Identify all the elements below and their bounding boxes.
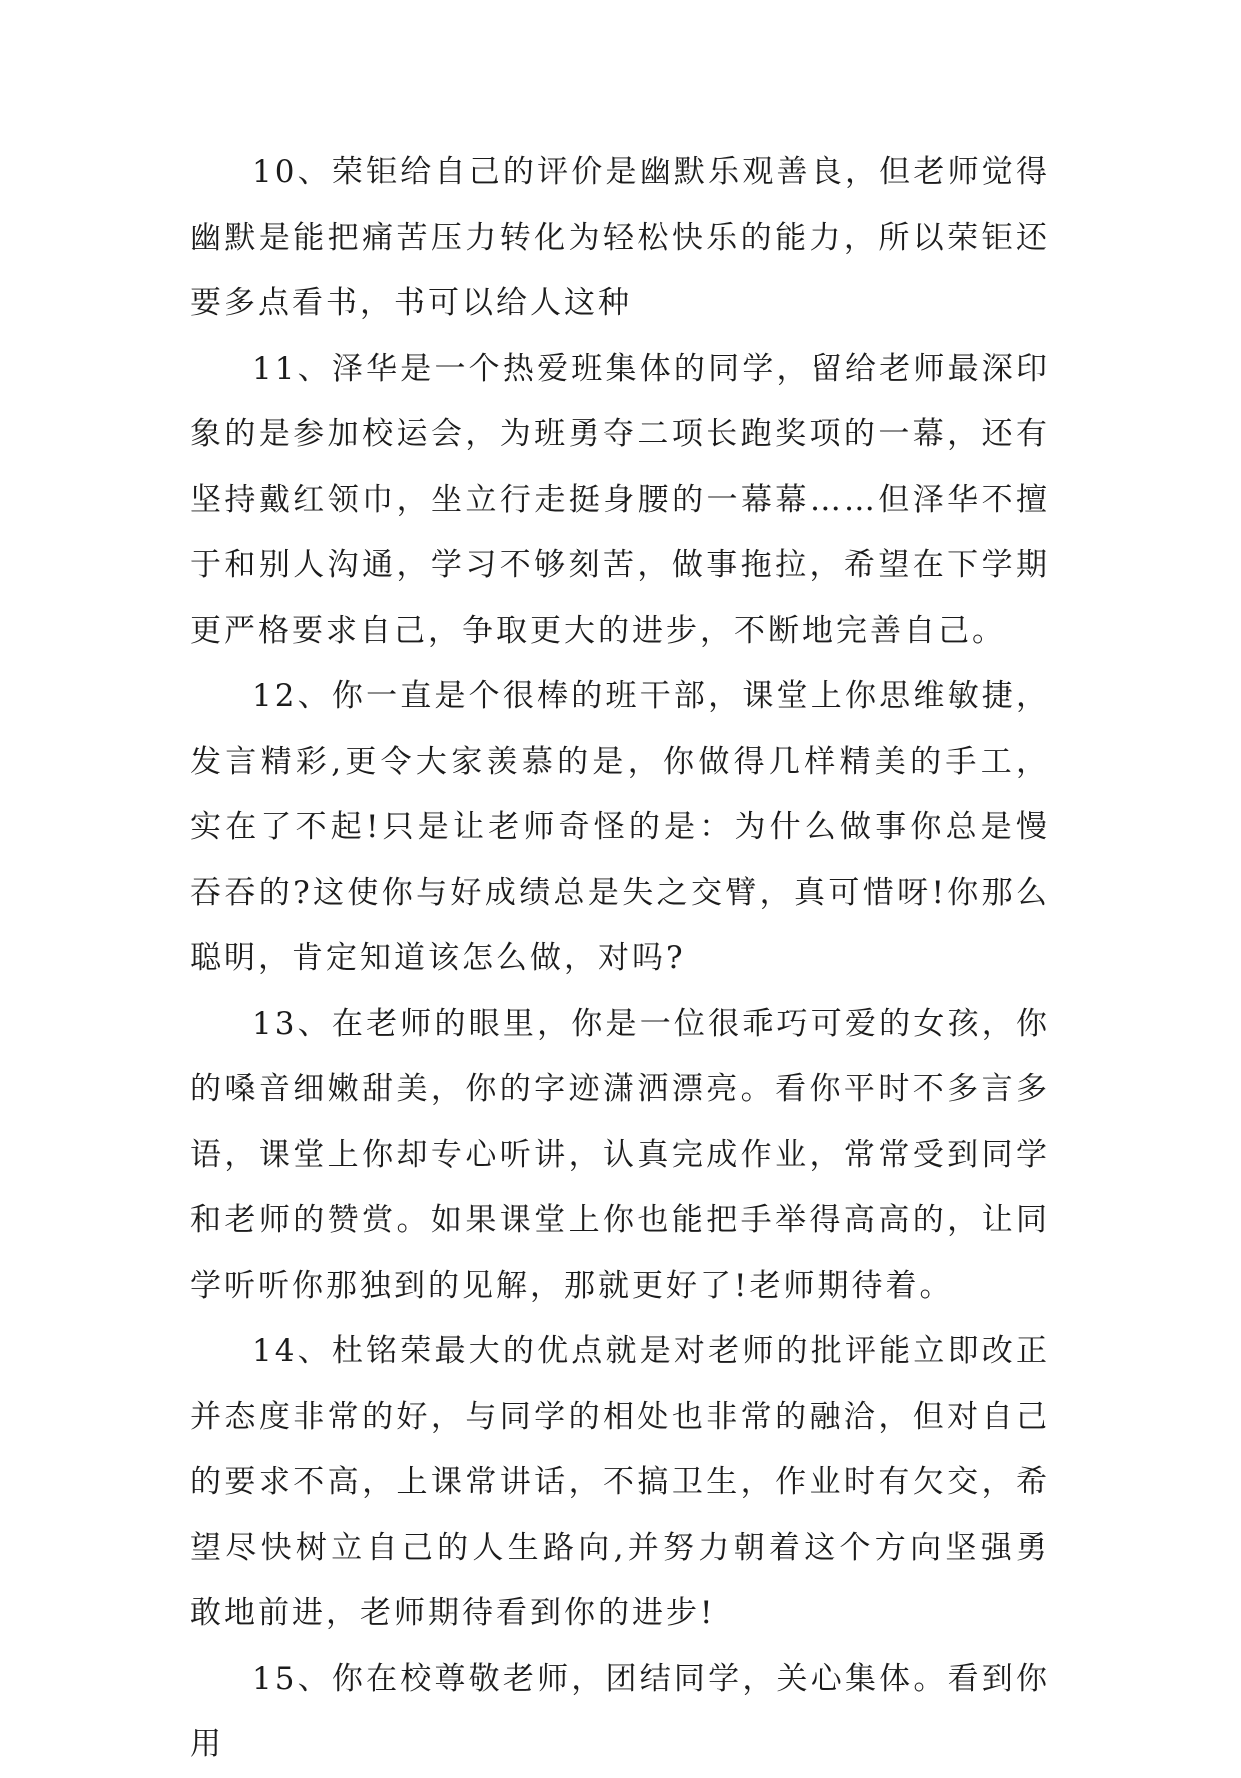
paragraph-15: 15、你在校尊敬老师，团结同学，关心集体。看到你用 [190,1660,1050,1762]
paragraph-13: 13、在老师的眼里，你是一位很乖巧可爱的女孩，你的嗓音细嫩甜美，你的字迹潇洒漂亮。看你平时不多言多语，课堂上你却专心听讲，认真完成作业，常常受到同学和老师的赞赏。如果课堂上你也能把手举得高高的，让同学听听你那独到的见解，那就更好了!老师期待着。 [190,1005,1050,1304]
paragraph-10: 10、荣钜给自己的评价是幽默乐观善良，但老师觉得幽默是能把痛苦压力转化为轻松快乐的能力，所以荣钜还要多点看书，书可以给人这种 [190,154,1050,321]
paragraph-11: 11、泽华是一个热爱班集体的同学，留给老师最深印象的是参加校运会，为班勇夺二项长跑奖项的一幕，还有坚持戴红领巾，坐立行走挺身腰的一幕幕……但泽华不擅于和别人沟通，学习不够刻苦，做事拖拉，希望在下学期更严格要求自己，争取更大的进步，不断地完善自己。 [190,350,1050,649]
paragraph-12: 12、你一直是个很棒的班干部，课堂上你思维敏捷，发言精彩,更令大家羡慕的是，你做得几样精美的手工，实在了不起!只是让老师奇怪的是：为什么做事你总是慢吞吞的?这使你与好成绩总是失之交臂，真可惜呀!你那么聪明，肯定知道该怎么做，对吗? [190,678,1050,976]
paragraph-14: 14、杜铭荣最大的优点就是对老师的批评能立即改正并态度非常的好，与同学的相处也非常的融洽，但对自己的要求不高，上课常讲话，不搞卫生，作业时有欠交，希望尽快树立自己的人生路向,并努力朝着这个方向坚强勇敢地前进，老师期待看到你的进步! [190,1333,1050,1631]
document-page [190,140,1050,1778]
